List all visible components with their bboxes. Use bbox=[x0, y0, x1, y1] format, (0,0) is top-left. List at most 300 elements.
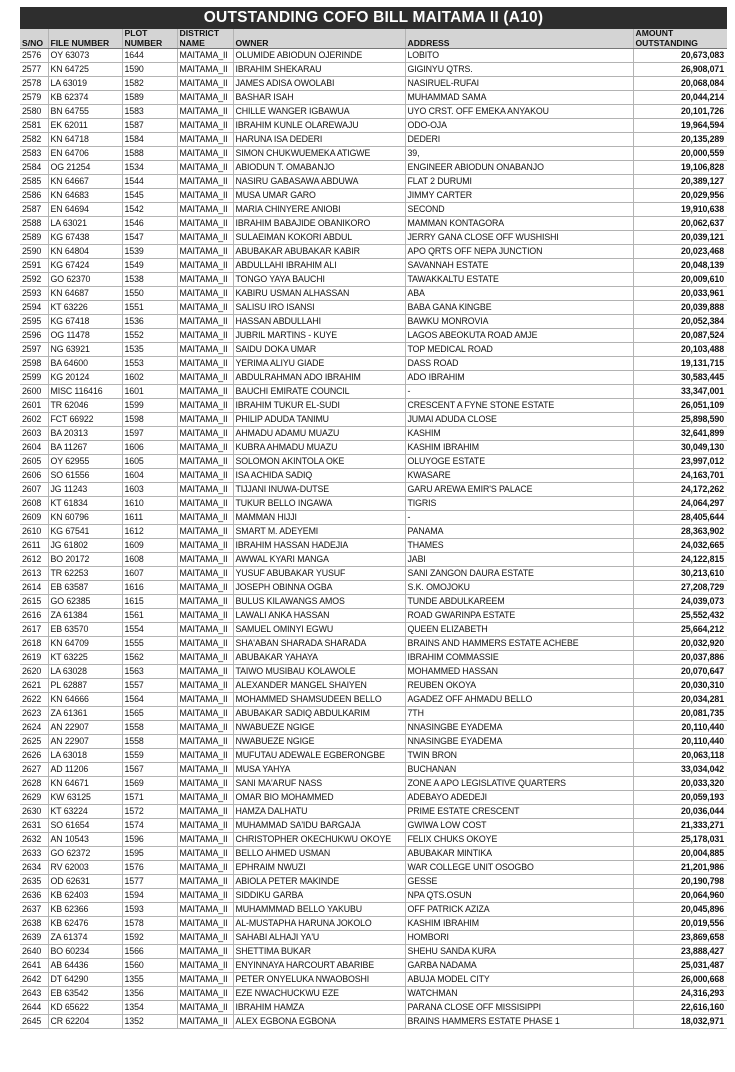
sno-cell: 2611 bbox=[20, 539, 48, 553]
owner-cell: OMAR BIO MOHAMMED bbox=[233, 791, 405, 805]
owner-cell: ABDULRAHMAN ADO IBRAHIM bbox=[233, 371, 405, 385]
address-cell: APO QRTS OFF NEPA JUNCTION bbox=[405, 245, 633, 259]
amount-cell: 28,363,902 bbox=[633, 525, 727, 539]
file-number-cell: FCT 66922 bbox=[48, 413, 122, 427]
header-address: ADDRESS bbox=[405, 29, 633, 49]
address-cell: BUCHANAN bbox=[405, 763, 633, 777]
district-cell: MAITAMA_II bbox=[177, 287, 233, 301]
district-cell: MAITAMA_II bbox=[177, 553, 233, 567]
plot-number-cell: 1549 bbox=[122, 259, 177, 273]
file-number-cell: BN 64755 bbox=[48, 105, 122, 119]
owner-cell: JUBRIL MARTINS - KUYE bbox=[233, 329, 405, 343]
amount-cell: 30,583,445 bbox=[633, 371, 727, 385]
owner-cell: SALISU IRO ISANSI bbox=[233, 301, 405, 315]
file-number-cell: EN 64706 bbox=[48, 147, 122, 161]
table-row bbox=[20, 637, 727, 651]
address-cell: LOBITO bbox=[405, 49, 633, 63]
table-row bbox=[20, 525, 727, 539]
file-number-cell: KG 20124 bbox=[48, 371, 122, 385]
owner-cell: CHILLE WANGER IGBAWUA bbox=[233, 105, 405, 119]
sno-cell: 2619 bbox=[20, 651, 48, 665]
sno-cell: 2587 bbox=[20, 203, 48, 217]
district-cell: MAITAMA_II bbox=[177, 623, 233, 637]
sno-cell: 2616 bbox=[20, 609, 48, 623]
district-cell: MAITAMA_II bbox=[177, 861, 233, 875]
table-row bbox=[20, 49, 727, 63]
table-row bbox=[20, 847, 727, 861]
table-row bbox=[20, 315, 727, 329]
file-number-cell: AD 11206 bbox=[48, 763, 122, 777]
district-cell: MAITAMA_II bbox=[177, 833, 233, 847]
file-number-cell: OY 62955 bbox=[48, 455, 122, 469]
district-cell: MAITAMA_II bbox=[177, 889, 233, 903]
plot-number-cell: 1539 bbox=[122, 245, 177, 259]
amount-cell: 20,029,956 bbox=[633, 189, 727, 203]
amount-cell: 20,034,281 bbox=[633, 693, 727, 707]
file-number-cell: EB 63570 bbox=[48, 623, 122, 637]
sno-cell: 2637 bbox=[20, 903, 48, 917]
amount-cell: 25,898,590 bbox=[633, 413, 727, 427]
district-cell: MAITAMA_II bbox=[177, 413, 233, 427]
plot-number-cell: 1592 bbox=[122, 931, 177, 945]
table-row bbox=[20, 917, 727, 931]
district-cell: MAITAMA_II bbox=[177, 497, 233, 511]
header-owner: OWNER bbox=[233, 29, 405, 49]
plot-number-cell: 1534 bbox=[122, 161, 177, 175]
plot-number-cell: 1644 bbox=[122, 49, 177, 63]
address-cell: MAMMAN KONTAGORA bbox=[405, 217, 633, 231]
file-number-cell: KN 64683 bbox=[48, 189, 122, 203]
address-cell: ABUBAKAR MINTIKA bbox=[405, 847, 633, 861]
sno-cell: 2614 bbox=[20, 581, 48, 595]
plot-number-cell: 1606 bbox=[122, 441, 177, 455]
table-row bbox=[20, 553, 727, 567]
district-cell: MAITAMA_II bbox=[177, 777, 233, 791]
amount-cell: 26,908,071 bbox=[633, 63, 727, 77]
sno-cell: 2635 bbox=[20, 875, 48, 889]
amount-cell: 23,869,658 bbox=[633, 931, 727, 945]
address-cell: SECOND bbox=[405, 203, 633, 217]
plot-number-cell: 1587 bbox=[122, 119, 177, 133]
sno-cell: 2599 bbox=[20, 371, 48, 385]
sno-cell: 2623 bbox=[20, 707, 48, 721]
owner-cell: PETER ONYELUKA NWAOBOSHI bbox=[233, 973, 405, 987]
district-cell: MAITAMA_II bbox=[177, 63, 233, 77]
file-number-cell: KT 63224 bbox=[48, 805, 122, 819]
sno-cell: 2610 bbox=[20, 525, 48, 539]
owner-cell: HASSAN ABDULLAHI bbox=[233, 315, 405, 329]
file-number-cell: TR 62046 bbox=[48, 399, 122, 413]
file-number-cell: OD 62631 bbox=[48, 875, 122, 889]
plot-number-cell: 1609 bbox=[122, 539, 177, 553]
sno-cell: 2576 bbox=[20, 49, 48, 63]
table-row bbox=[20, 203, 727, 217]
plot-number-cell: 1555 bbox=[122, 637, 177, 651]
district-cell: MAITAMA_II bbox=[177, 707, 233, 721]
file-number-cell: NG 63921 bbox=[48, 343, 122, 357]
file-number-cell: OY 63073 bbox=[48, 49, 122, 63]
address-cell: PARANA CLOSE OFF MISSISIPPI bbox=[405, 1001, 633, 1015]
file-number-cell: EN 64694 bbox=[48, 203, 122, 217]
amount-cell: 20,190,798 bbox=[633, 875, 727, 889]
sno-cell: 2580 bbox=[20, 105, 48, 119]
sno-cell: 2598 bbox=[20, 357, 48, 371]
address-cell: NNASINGBE EYADEMA bbox=[405, 735, 633, 749]
address-cell: BABA GANA KINGBE bbox=[405, 301, 633, 315]
sno-cell: 2642 bbox=[20, 973, 48, 987]
owner-cell: EPHRAIM NWUZI bbox=[233, 861, 405, 875]
header-plot-number: PLOT NUMBER bbox=[122, 29, 177, 49]
district-cell: MAITAMA_II bbox=[177, 805, 233, 819]
sno-cell: 2609 bbox=[20, 511, 48, 525]
address-cell: DEDERI bbox=[405, 133, 633, 147]
amount-cell: 20,103,488 bbox=[633, 343, 727, 357]
owner-cell: MUHAMMAD SA'IDU BARGAJA bbox=[233, 819, 405, 833]
amount-cell: 20,063,118 bbox=[633, 749, 727, 763]
file-number-cell: SO 61654 bbox=[48, 819, 122, 833]
plot-number-cell: 1583 bbox=[122, 105, 177, 119]
file-number-cell: KN 64804 bbox=[48, 245, 122, 259]
sno-cell: 2595 bbox=[20, 315, 48, 329]
table-row bbox=[20, 665, 727, 679]
header-sno: S/NO bbox=[20, 29, 48, 49]
owner-cell: ABUBAKAR SADIQ ABDULKARIM bbox=[233, 707, 405, 721]
sno-cell: 2618 bbox=[20, 637, 48, 651]
file-number-cell: KD 65622 bbox=[48, 1001, 122, 1015]
file-number-cell: KT 61834 bbox=[48, 497, 122, 511]
address-cell: GARU AREWA EMIR'S PALACE bbox=[405, 483, 633, 497]
sno-cell: 2577 bbox=[20, 63, 48, 77]
table-row bbox=[20, 427, 727, 441]
file-number-cell: KT 63225 bbox=[48, 651, 122, 665]
sno-cell: 2631 bbox=[20, 819, 48, 833]
owner-cell: HARUNA ISA DEDERI bbox=[233, 133, 405, 147]
owner-cell: SIMON CHUKWUEMEKA ATIGWE bbox=[233, 147, 405, 161]
table-row bbox=[20, 217, 727, 231]
address-cell: KASHIM bbox=[405, 427, 633, 441]
amount-cell: 20,673,083 bbox=[633, 49, 727, 63]
sno-cell: 2600 bbox=[20, 385, 48, 399]
amount-cell: 23,888,427 bbox=[633, 945, 727, 959]
file-number-cell: KB 62374 bbox=[48, 91, 122, 105]
address-cell: UYO CRST. OFF EMEKA ANYAKOU bbox=[405, 105, 633, 119]
amount-cell: 20,101,726 bbox=[633, 105, 727, 119]
amount-cell: 25,552,432 bbox=[633, 609, 727, 623]
amount-cell: 20,033,961 bbox=[633, 287, 727, 301]
table-row bbox=[20, 1015, 727, 1029]
file-number-cell: DT 64290 bbox=[48, 973, 122, 987]
district-cell: MAITAMA_II bbox=[177, 175, 233, 189]
address-cell: KASHIM IBRAHIM bbox=[405, 917, 633, 931]
plot-number-cell: 1558 bbox=[122, 735, 177, 749]
document-title: OUTSTANDING COFO BILL MAITAMA II (A10) bbox=[20, 7, 727, 29]
amount-cell: 20,087,524 bbox=[633, 329, 727, 343]
plot-number-cell: 1584 bbox=[122, 133, 177, 147]
plot-number-cell: 1588 bbox=[122, 147, 177, 161]
file-number-cell: KN 64687 bbox=[48, 287, 122, 301]
file-number-cell: KN 64725 bbox=[48, 63, 122, 77]
district-cell: MAITAMA_II bbox=[177, 945, 233, 959]
address-cell: TAWAKKALTU ESTATE bbox=[405, 273, 633, 287]
amount-cell: 20,039,888 bbox=[633, 301, 727, 315]
owner-cell: IBRAHIM HAMZA bbox=[233, 1001, 405, 1015]
table-row bbox=[20, 1001, 727, 1015]
owner-cell: AL-MUSTAPHA HARUNA JOKOLO bbox=[233, 917, 405, 931]
plot-number-cell: 1561 bbox=[122, 609, 177, 623]
table-row bbox=[20, 623, 727, 637]
amount-cell: 20,059,193 bbox=[633, 791, 727, 805]
owner-cell: ENYINNAYA HARCOURT ABARIBE bbox=[233, 959, 405, 973]
address-cell: AGADEZ OFF AHMADU BELLO bbox=[405, 693, 633, 707]
address-cell: LAGOS ABEOKUTA ROAD AMJE bbox=[405, 329, 633, 343]
plot-number-cell: 1595 bbox=[122, 847, 177, 861]
district-cell: MAITAMA_II bbox=[177, 763, 233, 777]
file-number-cell: LA 63019 bbox=[48, 77, 122, 91]
sno-cell: 2617 bbox=[20, 623, 48, 637]
district-cell: MAITAMA_II bbox=[177, 189, 233, 203]
district-cell: MAITAMA_II bbox=[177, 749, 233, 763]
owner-cell: TIJJANI INUWA-DUTSE bbox=[233, 483, 405, 497]
sno-cell: 2628 bbox=[20, 777, 48, 791]
amount-cell: 26,000,668 bbox=[633, 973, 727, 987]
table-row bbox=[20, 147, 727, 161]
owner-cell: SAMUEL OMINYI EGWU bbox=[233, 623, 405, 637]
plot-number-cell: 1552 bbox=[122, 329, 177, 343]
plot-number-cell: 1607 bbox=[122, 567, 177, 581]
file-number-cell: LA 63021 bbox=[48, 217, 122, 231]
address-cell: SANI ZANGON DAURA ESTATE bbox=[405, 567, 633, 581]
plot-number-cell: 1574 bbox=[122, 819, 177, 833]
amount-cell: 24,316,293 bbox=[633, 987, 727, 1001]
amount-cell: 27,208,729 bbox=[633, 581, 727, 595]
table-header-row bbox=[20, 29, 727, 49]
table-row bbox=[20, 567, 727, 581]
district-cell: MAITAMA_II bbox=[177, 217, 233, 231]
district-cell: MAITAMA_II bbox=[177, 595, 233, 609]
plot-number-cell: 1572 bbox=[122, 805, 177, 819]
file-number-cell: KG 67418 bbox=[48, 315, 122, 329]
plot-number-cell: 1535 bbox=[122, 343, 177, 357]
district-cell: MAITAMA_II bbox=[177, 301, 233, 315]
table-row bbox=[20, 791, 727, 805]
address-cell: BRAINS HAMMERS ESTATE PHASE 1 bbox=[405, 1015, 633, 1029]
file-number-cell: EK 62011 bbox=[48, 119, 122, 133]
plot-number-cell: 1601 bbox=[122, 385, 177, 399]
sno-cell: 2582 bbox=[20, 133, 48, 147]
amount-cell: 20,110,440 bbox=[633, 721, 727, 735]
district-cell: MAITAMA_II bbox=[177, 581, 233, 595]
amount-cell: 20,037,886 bbox=[633, 651, 727, 665]
owner-cell: YERIMA ALIYU GIADE bbox=[233, 357, 405, 371]
plot-number-cell: 1354 bbox=[122, 1001, 177, 1015]
file-number-cell: KG 67424 bbox=[48, 259, 122, 273]
amount-cell: 24,122,815 bbox=[633, 553, 727, 567]
sno-cell: 2596 bbox=[20, 329, 48, 343]
amount-cell: 20,389,127 bbox=[633, 175, 727, 189]
address-cell: MUHAMMAD SAMA bbox=[405, 91, 633, 105]
table-row bbox=[20, 679, 727, 693]
district-cell: MAITAMA_II bbox=[177, 91, 233, 105]
file-number-cell: EB 63542 bbox=[48, 987, 122, 1001]
plot-number-cell: 1605 bbox=[122, 455, 177, 469]
plot-number-cell: 1550 bbox=[122, 287, 177, 301]
district-cell: MAITAMA_II bbox=[177, 959, 233, 973]
amount-cell: 20,039,121 bbox=[633, 231, 727, 245]
plot-number-cell: 1566 bbox=[122, 945, 177, 959]
plot-number-cell: 1562 bbox=[122, 651, 177, 665]
sno-cell: 2634 bbox=[20, 861, 48, 875]
sno-cell: 2603 bbox=[20, 427, 48, 441]
plot-number-cell: 1603 bbox=[122, 483, 177, 497]
owner-cell: IBRAHIM SHEKARAU bbox=[233, 63, 405, 77]
sno-cell: 2613 bbox=[20, 567, 48, 581]
amount-cell: 25,031,487 bbox=[633, 959, 727, 973]
sno-cell: 2645 bbox=[20, 1015, 48, 1029]
file-number-cell: OG 21254 bbox=[48, 161, 122, 175]
plot-number-cell: 1554 bbox=[122, 623, 177, 637]
owner-cell: MUSA YAHYA bbox=[233, 763, 405, 777]
owner-cell: ABUBAKAR ABUBAKAR KABIR bbox=[233, 245, 405, 259]
owner-cell: TAIWO MUSIBAU KOLAWOLE bbox=[233, 665, 405, 679]
file-number-cell: GO 62370 bbox=[48, 273, 122, 287]
address-cell: ADO IBRAHIM bbox=[405, 371, 633, 385]
file-number-cell: KN 60796 bbox=[48, 511, 122, 525]
plot-number-cell: 1352 bbox=[122, 1015, 177, 1029]
header-district-name: DISTRICT NAME bbox=[177, 29, 233, 49]
owner-cell: OLUMIDE ABIODUN OJERINDE bbox=[233, 49, 405, 63]
sno-cell: 2624 bbox=[20, 721, 48, 735]
amount-cell: 20,009,610 bbox=[633, 273, 727, 287]
amount-cell: 20,004,885 bbox=[633, 847, 727, 861]
district-cell: MAITAMA_II bbox=[177, 679, 233, 693]
address-cell: ROAD GWARINPA ESTATE bbox=[405, 609, 633, 623]
file-number-cell: KN 64718 bbox=[48, 133, 122, 147]
district-cell: MAITAMA_II bbox=[177, 343, 233, 357]
amount-cell: 19,964,594 bbox=[633, 119, 727, 133]
sno-cell: 2615 bbox=[20, 595, 48, 609]
table-row bbox=[20, 469, 727, 483]
sno-cell: 2583 bbox=[20, 147, 48, 161]
owner-cell: SOLOMON AKINTOLA OKE bbox=[233, 455, 405, 469]
district-cell: MAITAMA_II bbox=[177, 609, 233, 623]
file-number-cell: TR 62253 bbox=[48, 567, 122, 581]
owner-cell: NASIRU GABASAWA ABDUWA bbox=[233, 175, 405, 189]
sno-cell: 2588 bbox=[20, 217, 48, 231]
table-row bbox=[20, 735, 727, 749]
district-cell: MAITAMA_II bbox=[177, 973, 233, 987]
amount-cell: 24,039,073 bbox=[633, 595, 727, 609]
sno-cell: 2622 bbox=[20, 693, 48, 707]
owner-cell: SHETTIMA BUKAR bbox=[233, 945, 405, 959]
plot-number-cell: 1578 bbox=[122, 917, 177, 931]
amount-cell: 20,062,637 bbox=[633, 217, 727, 231]
plot-number-cell: 1546 bbox=[122, 217, 177, 231]
plot-number-cell: 1569 bbox=[122, 777, 177, 791]
owner-cell: AWWAL KYARI MANGA bbox=[233, 553, 405, 567]
amount-cell: 20,135,289 bbox=[633, 133, 727, 147]
sno-cell: 2607 bbox=[20, 483, 48, 497]
address-cell: NPA QTS.OSUN bbox=[405, 889, 633, 903]
owner-cell: PHILIP ADUDA TANIMU bbox=[233, 413, 405, 427]
district-cell: MAITAMA_II bbox=[177, 203, 233, 217]
table-body bbox=[20, 49, 727, 1029]
table-row bbox=[20, 287, 727, 301]
owner-cell: IBRAHIM KUNLE OLAREWAJU bbox=[233, 119, 405, 133]
owner-cell: KABIRU USMAN ALHASSAN bbox=[233, 287, 405, 301]
table-row bbox=[20, 175, 727, 189]
file-number-cell: EB 63587 bbox=[48, 581, 122, 595]
table-row bbox=[20, 189, 727, 203]
plot-number-cell: 1542 bbox=[122, 203, 177, 217]
plot-number-cell: 1602 bbox=[122, 371, 177, 385]
address-cell: ABUJA MODEL CITY bbox=[405, 973, 633, 987]
header-file-number: FILE NUMBER bbox=[48, 29, 122, 49]
address-cell: THAMES bbox=[405, 539, 633, 553]
owner-cell: ALEXANDER MANGEL SHAIYEN bbox=[233, 679, 405, 693]
table-row bbox=[20, 77, 727, 91]
amount-cell: 20,048,139 bbox=[633, 259, 727, 273]
district-cell: MAITAMA_II bbox=[177, 357, 233, 371]
plot-number-cell: 1576 bbox=[122, 861, 177, 875]
district-cell: MAITAMA_II bbox=[177, 931, 233, 945]
amount-cell: 19,106,828 bbox=[633, 161, 727, 175]
amount-cell: 20,036,044 bbox=[633, 805, 727, 819]
address-cell: OLUYOGE ESTATE bbox=[405, 455, 633, 469]
amount-cell: 20,045,896 bbox=[633, 903, 727, 917]
amount-cell: 19,131,715 bbox=[633, 357, 727, 371]
owner-cell: LAWALI ANKA HASSAN bbox=[233, 609, 405, 623]
district-cell: MAITAMA_II bbox=[177, 567, 233, 581]
address-cell: KWASARE bbox=[405, 469, 633, 483]
district-cell: MAITAMA_II bbox=[177, 427, 233, 441]
district-cell: MAITAMA_II bbox=[177, 483, 233, 497]
district-cell: MAITAMA_II bbox=[177, 665, 233, 679]
table-row bbox=[20, 833, 727, 847]
district-cell: MAITAMA_II bbox=[177, 49, 233, 63]
file-number-cell: JG 61802 bbox=[48, 539, 122, 553]
sno-cell: 2608 bbox=[20, 497, 48, 511]
district-cell: MAITAMA_II bbox=[177, 315, 233, 329]
owner-cell: MUFUTAU ADEWALE EGBERONGBE bbox=[233, 749, 405, 763]
district-cell: MAITAMA_II bbox=[177, 385, 233, 399]
owner-cell: SANI MA'ARUF NASS bbox=[233, 777, 405, 791]
sno-cell: 2601 bbox=[20, 399, 48, 413]
owner-cell: NWABUEZE NGIGE bbox=[233, 721, 405, 735]
sno-cell: 2644 bbox=[20, 1001, 48, 1015]
file-number-cell: ZA 61361 bbox=[48, 707, 122, 721]
district-cell: MAITAMA_II bbox=[177, 441, 233, 455]
sno-cell: 2625 bbox=[20, 735, 48, 749]
owner-cell: SIDDIKU GARBA bbox=[233, 889, 405, 903]
sno-cell: 2585 bbox=[20, 175, 48, 189]
table-row bbox=[20, 329, 727, 343]
amount-cell: 26,051,109 bbox=[633, 399, 727, 413]
plot-number-cell: 1604 bbox=[122, 469, 177, 483]
file-number-cell: AN 10543 bbox=[48, 833, 122, 847]
sno-cell: 2584 bbox=[20, 161, 48, 175]
table-row bbox=[20, 945, 727, 959]
file-number-cell: GO 62372 bbox=[48, 847, 122, 861]
plot-number-cell: 1557 bbox=[122, 679, 177, 693]
table-row bbox=[20, 161, 727, 175]
sno-cell: 2620 bbox=[20, 665, 48, 679]
address-cell: PANAMA bbox=[405, 525, 633, 539]
file-number-cell: KN 64671 bbox=[48, 777, 122, 791]
sno-cell: 2604 bbox=[20, 441, 48, 455]
header-amount-outstanding: AMOUNT OUTSTANDING bbox=[633, 29, 727, 49]
owner-cell: IBRAHIM HASSAN HADEJIA bbox=[233, 539, 405, 553]
table-row bbox=[20, 399, 727, 413]
